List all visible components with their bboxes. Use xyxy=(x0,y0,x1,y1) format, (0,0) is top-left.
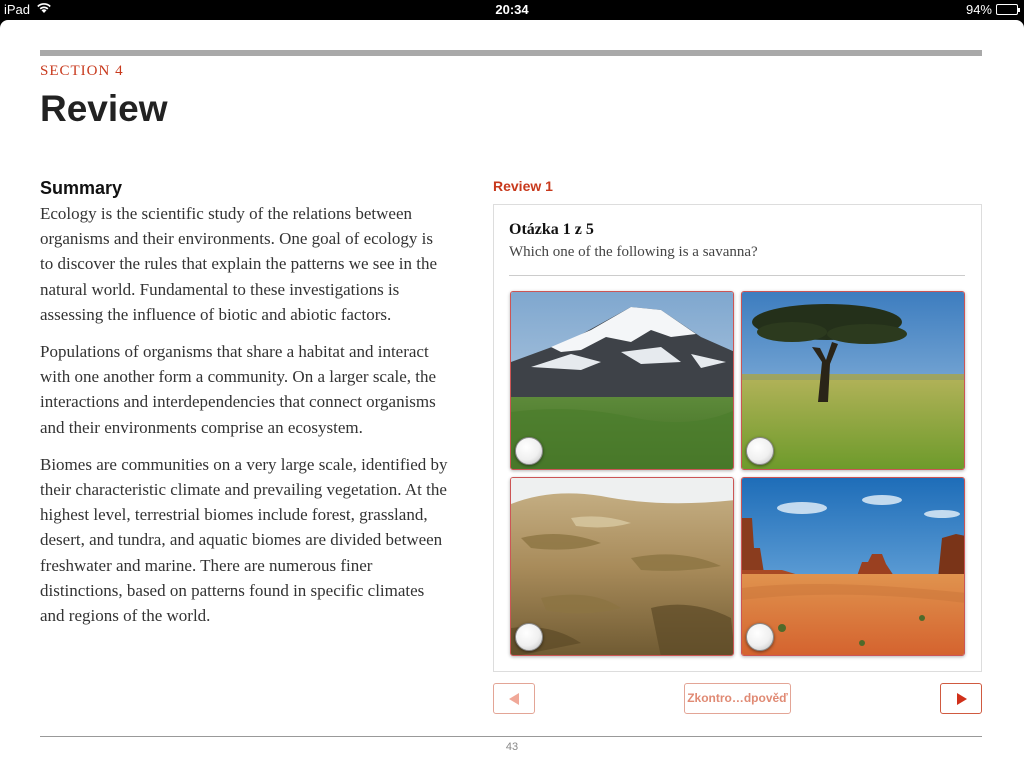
answer-option-tundra[interactable] xyxy=(510,477,734,656)
review-widget xyxy=(493,204,982,672)
summary xyxy=(40,178,450,640)
savanna-image xyxy=(742,292,965,470)
question-divider xyxy=(509,275,965,276)
radio-button[interactable] xyxy=(746,437,774,465)
desert-image xyxy=(742,478,965,656)
summary-paragraph: Populations of organisms that share a habitat and interact with one another form a community. On a larger scale, the interactions and interdependencies that connect organisms and their environments comprise an ecosystem. xyxy=(40,342,437,437)
top-rule xyxy=(40,50,982,56)
device-name: iPad xyxy=(4,2,31,17)
status-bar xyxy=(0,0,1024,20)
summary-paragraph: Ecology is the scientific study of the relations between organisms and their environments. One goal of ecology is to discover the rules that explain the patterns we see in the natural world. Fundamental to these investigations is assessing the influence of biotic and abiotic factors. xyxy=(40,204,438,324)
section-label: SECTION 4 xyxy=(40,63,124,79)
summary-paragraph: Biomes are communities on a very large scale, identified by their characteristic climate and prevailing vegetation. At the highest level, terrestrial biomes include forest, grassland, desert, and tundra, and aquatic biomes are divided between freshwater and marine. There are numerous finer distinctions, based on patterns found in specific climates and regions of the world. xyxy=(40,454,448,626)
clock: 20:34 xyxy=(495,2,529,17)
radio-button[interactable] xyxy=(746,623,774,651)
check-answer-button[interactable]: Zkontro…dpověď xyxy=(684,683,791,714)
previous-button[interactable] xyxy=(493,683,535,714)
radio-button[interactable] xyxy=(515,623,543,651)
arrow-left-icon xyxy=(509,693,519,705)
battery-percent: 94% xyxy=(965,2,992,17)
radio-button[interactable] xyxy=(515,437,543,465)
arrow-right-icon xyxy=(957,693,967,705)
question-counter: Otázka 1 z 5 xyxy=(509,221,594,238)
answer-option-savanna[interactable] xyxy=(741,291,965,470)
bottom-rule xyxy=(40,736,982,737)
page-number: 43 xyxy=(505,741,519,753)
tundra-image xyxy=(511,478,734,656)
next-button[interactable] xyxy=(940,683,982,714)
battery-icon xyxy=(996,4,1018,15)
answer-option-desert[interactable] xyxy=(741,477,965,656)
page-title: Review xyxy=(40,88,168,129)
summary-heading: Summary xyxy=(40,178,123,198)
review-label: Review 1 xyxy=(493,178,553,194)
book-page xyxy=(0,20,1024,768)
mountain-image xyxy=(511,292,734,470)
answer-option-mountain[interactable] xyxy=(510,291,734,470)
question-text: Which one of the following is a savanna? xyxy=(509,244,758,260)
